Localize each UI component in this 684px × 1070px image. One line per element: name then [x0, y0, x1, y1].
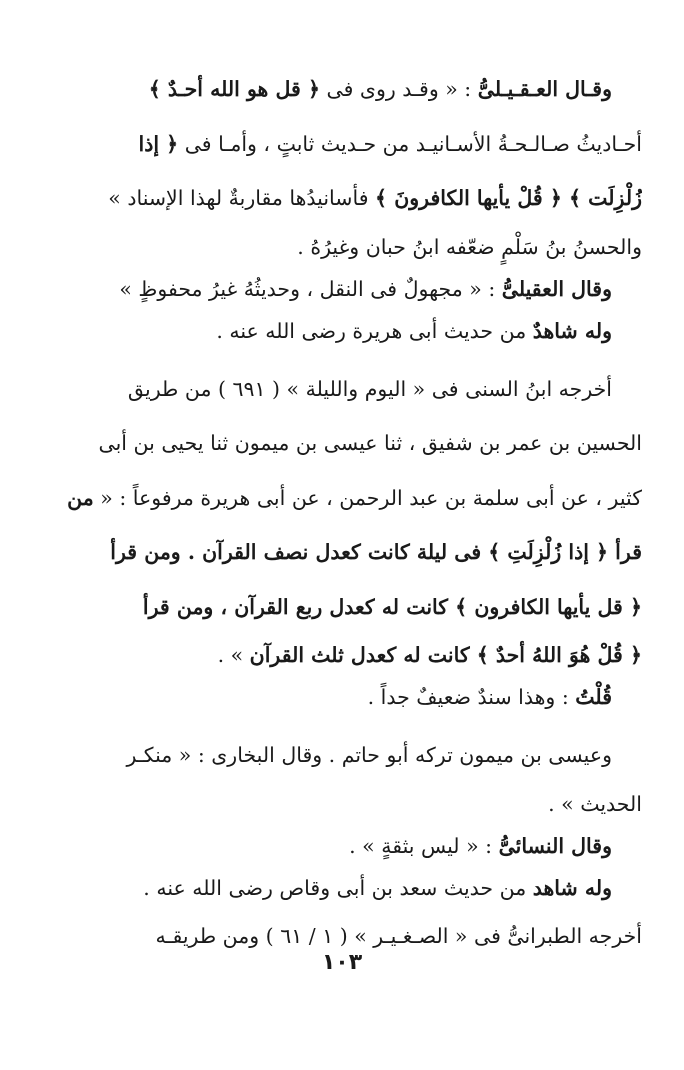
text-line-16: وقال النسائىُّ : « ليس بثقةٍ » .	[349, 833, 612, 858]
text-line-15: الحديث » .	[548, 791, 642, 816]
text-line-2: أحـاديثُ صـالـحـةُ الأسـانيـد من حـديث ثابتٍ ، وأمـا فى ﴿ إذا	[138, 131, 642, 156]
text-line-3: زُلْزِلَت ﴾ ﴿ قُلْ يأيها الكافرونَ ﴾ فأسانيدُها مقاربةٌ لهذا الإسناد »	[108, 186, 642, 210]
text-line-10: قرأ ﴿ إذا زُلْزِلَتِ ﴾ فى ليلة كانت كعدل نصف القرآن . ومن قرأ	[110, 540, 642, 564]
text-line-1: وقـال العـقـيـلىُّ : « وقـد روى فى ﴿ قل هو الله أحـدٌ ﴾	[148, 77, 612, 101]
text-line-14: وعيسى بن ميمون تركه أبو حاتم . وقال البخارى : « منكـر	[126, 743, 612, 767]
text-line-9: كثير ، عن أبى سلمة بن عبد الرحمن ، عن أبى هريرة مرفوعاً : « من	[67, 485, 642, 510]
text-line-17: وله شاهد من حديث سعد بن أبى وقاص رضى الله عنه .	[143, 875, 612, 900]
text-line-5: وقال العقيلىُّ : « مجهولٌ فى النقل ، وحديثُهُ غيرُ محفوظٍ »	[119, 276, 612, 301]
text-line-6: وله شاهدٌ من حديث أبى هريرة رضى الله عنه .	[216, 318, 612, 343]
page-text	[58, 62, 642, 963]
text-line-4: والحسنُ بنُ سَلْمٍ ضعّفه ابنُ حبان وغيرُهُ .	[297, 234, 642, 259]
text-line-18: أخرجه الطبرانىُّ فى « الصـغـيـر » ( ١ / ٦١ ) ومن طريقـه	[155, 923, 642, 948]
page-number: ١٠٣	[321, 950, 363, 975]
text-line-8: الحسين بن عمر بن شفيق ، ثنا عيسى بن ميمون ثنا يحيى بن أبى	[98, 431, 642, 455]
text-line-13: قُلْتُ : وهذا سندٌ ضعيفٌ جداً .	[367, 685, 612, 709]
text-line-11: ﴿ قل يأيها الكافرون ﴾ كانت له كعدل ربع القرآن ، ومن قرأ	[142, 594, 642, 619]
text-line-7: أخرجه ابنُ السنى فى « اليوم والليلة » ( ٦٩١ ) من طريق	[127, 376, 612, 401]
text-line-12: ﴿ قُلْ هُوَ اللهُ أحدٌ ﴾ كانت له كعدل ثلث القرآن » .	[217, 643, 642, 667]
